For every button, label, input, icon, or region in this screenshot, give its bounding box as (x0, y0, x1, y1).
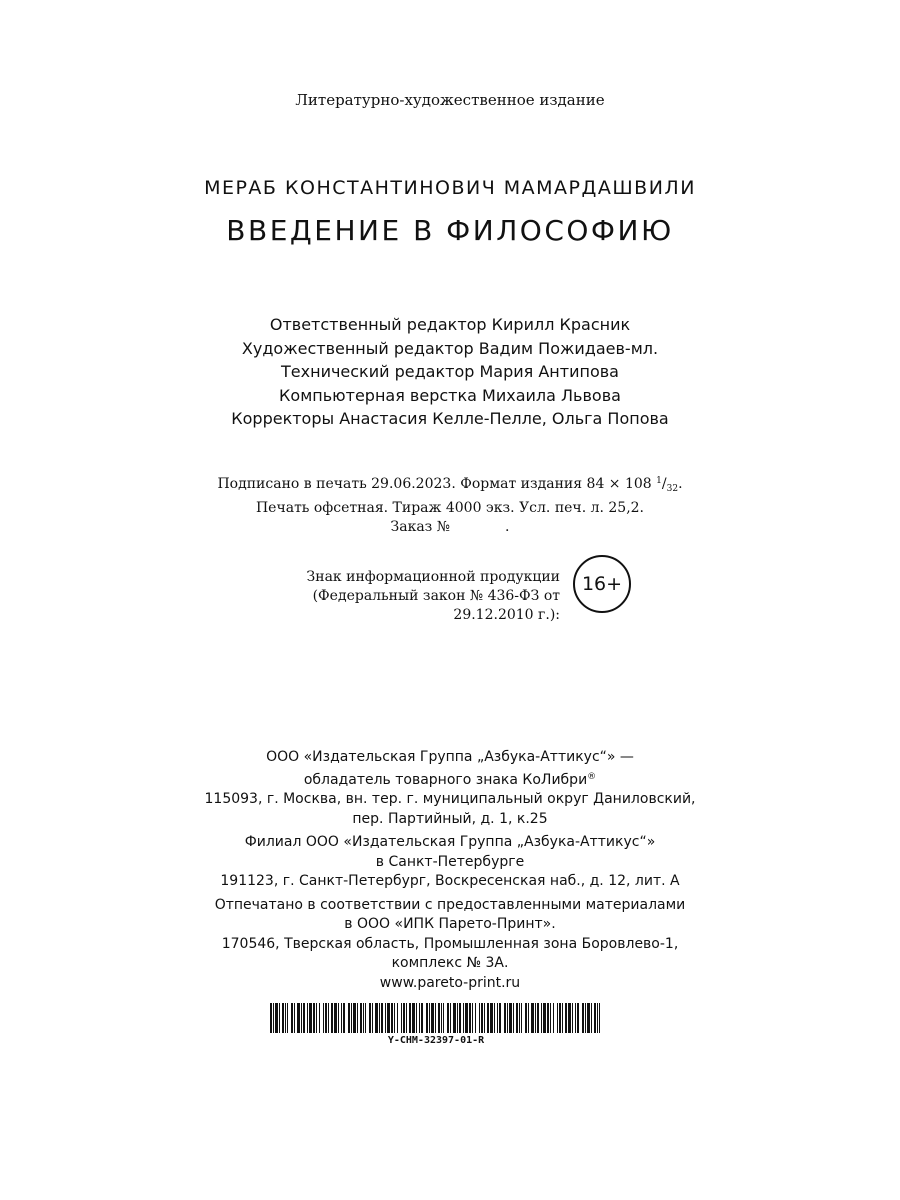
order-number-line (0, 518, 900, 537)
format-end: . (678, 476, 683, 492)
printer-website: www.pareto-print.ru (379, 974, 521, 991)
credit-line: Компьютерная верстка Михаила Львова (279, 385, 621, 405)
publisher-line: в Санкт-Петербурге (375, 853, 525, 870)
order-label: Заказ № (390, 519, 451, 535)
barcode-text: Y-CHM-32397-01-R (387, 1035, 485, 1046)
print-info-text: Подписано в печать 29.06.2023. Формат издания 84 × 108 (217, 476, 652, 492)
publisher-line: ООО «Издательская Группа „Азбука-Аттикус“» — (266, 749, 634, 765)
publisher-line: 115093, г. Москва, вн. тер. г. муниципальный округ Даниловский, (204, 791, 696, 807)
credit-line: Корректоры Анастасия Келле-Пелле, Ольга Попова (231, 409, 669, 428)
publisher-block-branch (0, 833, 900, 892)
publisher-line: Филиал ООО «Издательская Группа „Азбука-Аттикус“» (244, 834, 656, 850)
printer-block (0, 896, 900, 994)
credit-line: Ответственный редактор Кирилл Красник (269, 315, 631, 334)
printer-line: в ООО «ИПК Парето-Принт». (344, 916, 556, 932)
publisher-line: обладатель товарного знака КоЛибри (303, 771, 588, 788)
print-info (0, 472, 900, 537)
credit-line: Художественный редактор Вадим Пожидаев-мл. (241, 338, 659, 358)
info-sign-line-2: (Федеральный закон № 436-ФЗ от 29.12.2010 г.): (312, 588, 560, 623)
publisher-line: пер. Партийный, д. 1, к.25 (352, 810, 548, 827)
print-info-line-1 (0, 472, 900, 499)
publisher-trademark-line (0, 768, 900, 791)
registered-mark: ® (587, 771, 597, 782)
publisher-line: 191123, г. Санкт-Петербург, Воскресенская наб., д. 12, лит. А (220, 873, 680, 889)
format-separator: / (661, 476, 667, 492)
barcode-icon (270, 1003, 602, 1033)
edition-type: Литературно-художественное издание (295, 91, 605, 109)
publisher-info (0, 748, 900, 997)
format-numerator: 1 (656, 476, 662, 486)
credits-block (0, 313, 900, 431)
order-end: . (505, 519, 510, 535)
printer-line: комплекс № 3А. (391, 955, 509, 971)
credit-line: Технический редактор Мария Антипова (281, 362, 619, 381)
info-sign-line-1: Знак информационной продукции (306, 569, 560, 585)
format-denominator: 32 (666, 484, 679, 494)
publisher-block-main (0, 748, 900, 829)
printer-line: Отпечатано в соответствии с предоставленными материалами (214, 896, 686, 913)
book-title: ВВЕДЕНИЕ В ФИЛОСОФИЮ (226, 214, 674, 247)
info-sign-text (230, 568, 560, 625)
age-rating-badge: 16+ (573, 555, 631, 613)
author-name: МЕРАБ КОНСТАНТИНОВИЧ МАМАРДАШВИЛИ (204, 177, 696, 199)
printer-line: 170546, Тверская область, Промышленная зона Боровлево-1, (221, 935, 679, 952)
print-info-line-2: Печать офсетная. Тираж 4000 экз. Усл. печ. л. 25,2. (255, 500, 645, 516)
